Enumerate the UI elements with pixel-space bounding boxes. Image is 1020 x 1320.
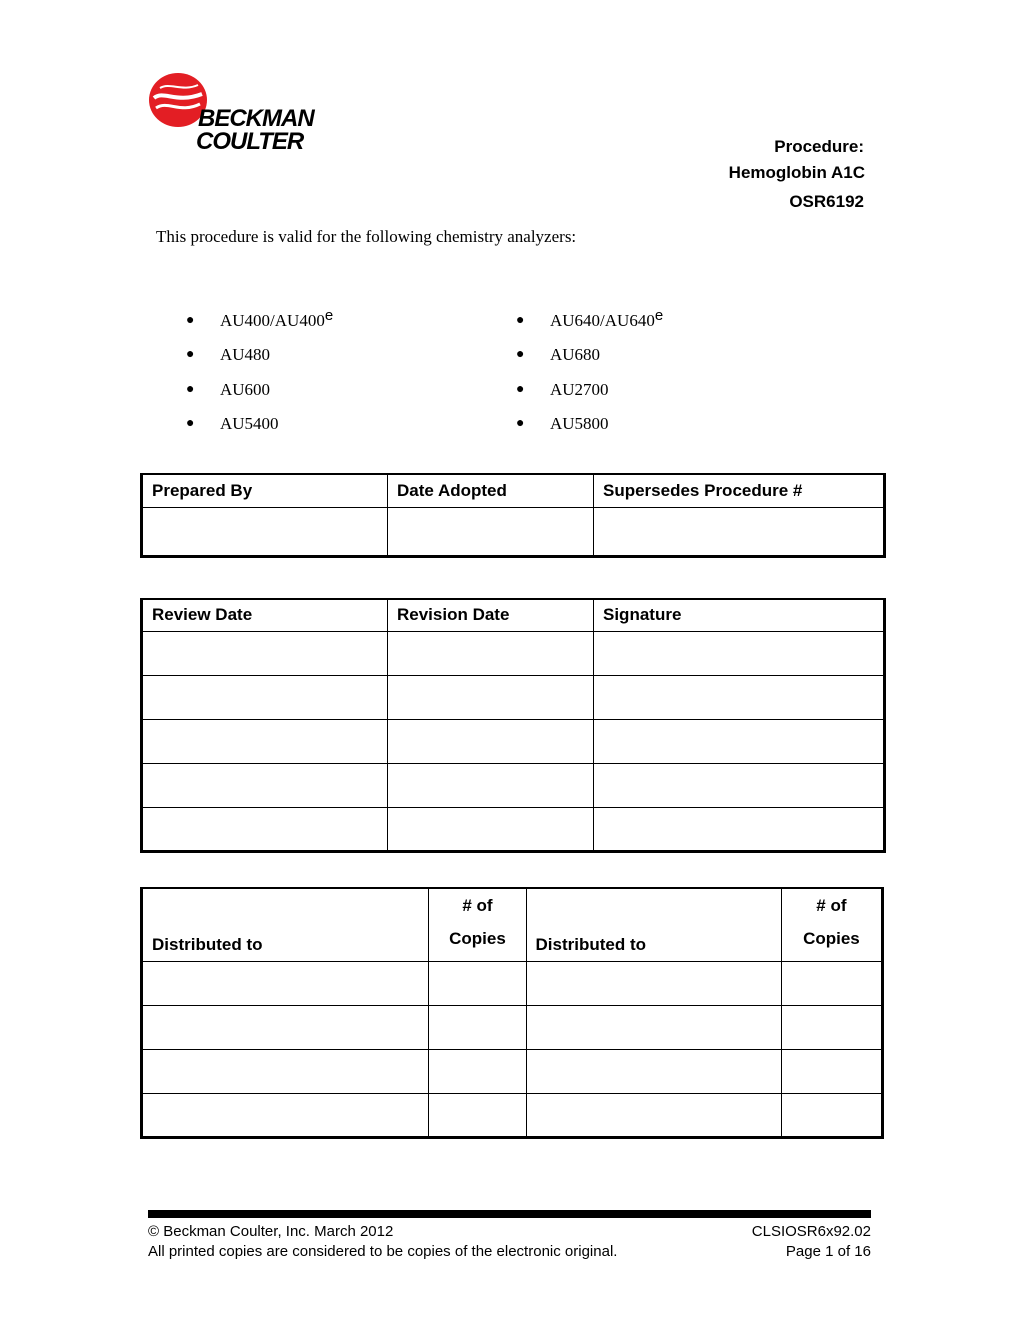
table-row: [142, 962, 883, 1006]
table-cell[interactable]: [429, 1050, 526, 1094]
analyzer-name: AU5800: [550, 414, 609, 433]
beckman-coulter-logo: [148, 70, 370, 155]
table-row: [142, 763, 885, 807]
bullet-icon: ●: [516, 313, 525, 328]
procedure-code: OSR6192: [789, 192, 864, 211]
column-header: Review Date: [142, 599, 388, 631]
table-row: [142, 807, 885, 851]
table-row: [142, 719, 885, 763]
procedure-label: Procedure:: [774, 137, 864, 156]
table-cell[interactable]: [594, 763, 885, 807]
table-cell[interactable]: [781, 962, 882, 1006]
table-cell[interactable]: [594, 675, 885, 719]
table-cell[interactable]: [526, 1050, 781, 1094]
column-header: [526, 888, 781, 962]
column-header: Prepared By: [142, 474, 388, 507]
footer-copyright: © Beckman Coulter, Inc. March 2012: [148, 1223, 394, 1240]
column-header-text: Distributed to: [535, 935, 646, 954]
analyzer-name: AU400/AU400: [220, 311, 325, 330]
table-cell[interactable]: [142, 631, 388, 675]
table-cell[interactable]: [388, 807, 594, 851]
bullet-icon: ●: [516, 382, 525, 397]
table-cell[interactable]: [429, 962, 526, 1006]
table-cell[interactable]: [594, 507, 885, 556]
bullet-icon: ●: [186, 416, 195, 431]
column-header-text: Distributed to: [152, 935, 263, 954]
table-cell[interactable]: [526, 1006, 781, 1050]
column-header-text: Copies: [803, 929, 860, 948]
analyzer-name: AU600: [220, 380, 271, 399]
table-cell[interactable]: [594, 631, 885, 675]
distribution-table: [140, 887, 884, 1139]
table-cell[interactable]: [388, 507, 594, 556]
bullet-icon: ●: [186, 347, 195, 362]
table-row: [142, 507, 885, 556]
table-cell[interactable]: [429, 1006, 526, 1050]
table-cell[interactable]: [142, 1006, 429, 1050]
column-header: [142, 888, 429, 962]
table-row: [142, 1006, 883, 1050]
intro-text: This procedure is valid for the following chemistry analyzers:: [156, 227, 577, 246]
procedure-test-name: Hemoglobin A1C: [728, 163, 865, 182]
table-cell[interactable]: [526, 962, 781, 1006]
table-header-row: [142, 599, 885, 631]
table-cell[interactable]: [388, 719, 594, 763]
table-cell[interactable]: [142, 962, 429, 1006]
bullet-icon: ●: [516, 347, 525, 362]
footer-page-number: Page 1 of 16: [785, 1243, 871, 1260]
table-cell[interactable]: [388, 631, 594, 675]
analyzer-name: AU680: [550, 345, 601, 364]
table-cell[interactable]: [142, 675, 388, 719]
bullet-icon: ●: [516, 416, 525, 431]
table-cell[interactable]: [142, 763, 388, 807]
table-cell[interactable]: [781, 1050, 882, 1094]
preparation-table: [140, 473, 886, 558]
table-cell[interactable]: [526, 1094, 781, 1138]
table-row: [142, 631, 885, 675]
footer-divider: [148, 1210, 871, 1218]
bullet-icon: ●: [186, 382, 195, 397]
table-cell[interactable]: [781, 1006, 882, 1050]
table-header-row: [142, 888, 883, 962]
column-header-text: # of: [462, 896, 493, 915]
analyzer-name: AU2700: [550, 380, 609, 399]
bullet-icon: ●: [186, 313, 195, 328]
table-cell[interactable]: [594, 807, 885, 851]
table-cell[interactable]: [388, 763, 594, 807]
analyzer-name: AU480: [220, 345, 271, 364]
table-header-row: [142, 474, 885, 507]
column-header: Supersedes Procedure #: [594, 474, 885, 507]
footer-doc-id: CLSIOSR6x92.02: [751, 1223, 871, 1240]
table-cell[interactable]: [781, 1094, 882, 1138]
column-header: [781, 888, 882, 962]
logo-line-1: BECKMAN: [198, 105, 314, 132]
footer-note: All printed copies are considered to be copies of the electronic original.: [148, 1243, 618, 1260]
column-header-text: Copies: [449, 929, 506, 948]
column-header: Date Adopted: [388, 474, 594, 507]
table-cell[interactable]: [142, 719, 388, 763]
table-cell[interactable]: [142, 807, 388, 851]
table-row: [142, 1094, 883, 1138]
logo-line-2: COULTER: [196, 128, 304, 155]
table-cell[interactable]: [429, 1094, 526, 1138]
table-cell[interactable]: [594, 719, 885, 763]
column-header-text: # of: [816, 896, 847, 915]
table-cell[interactable]: [142, 1094, 429, 1138]
table-cell[interactable]: [388, 675, 594, 719]
column-header: Revision Date: [388, 599, 594, 631]
analyzer-sup: e: [654, 307, 664, 324]
column-header: Signature: [594, 599, 885, 631]
table-cell[interactable]: [142, 507, 388, 556]
table-cell[interactable]: [142, 1050, 429, 1094]
analyzer-sup: e: [324, 307, 334, 324]
analyzer-name: AU5400: [220, 414, 279, 433]
column-header: [429, 888, 526, 962]
review-table: [140, 598, 886, 853]
analyzer-name: AU640/AU640: [550, 311, 655, 330]
table-row: [142, 1050, 883, 1094]
table-row: [142, 675, 885, 719]
